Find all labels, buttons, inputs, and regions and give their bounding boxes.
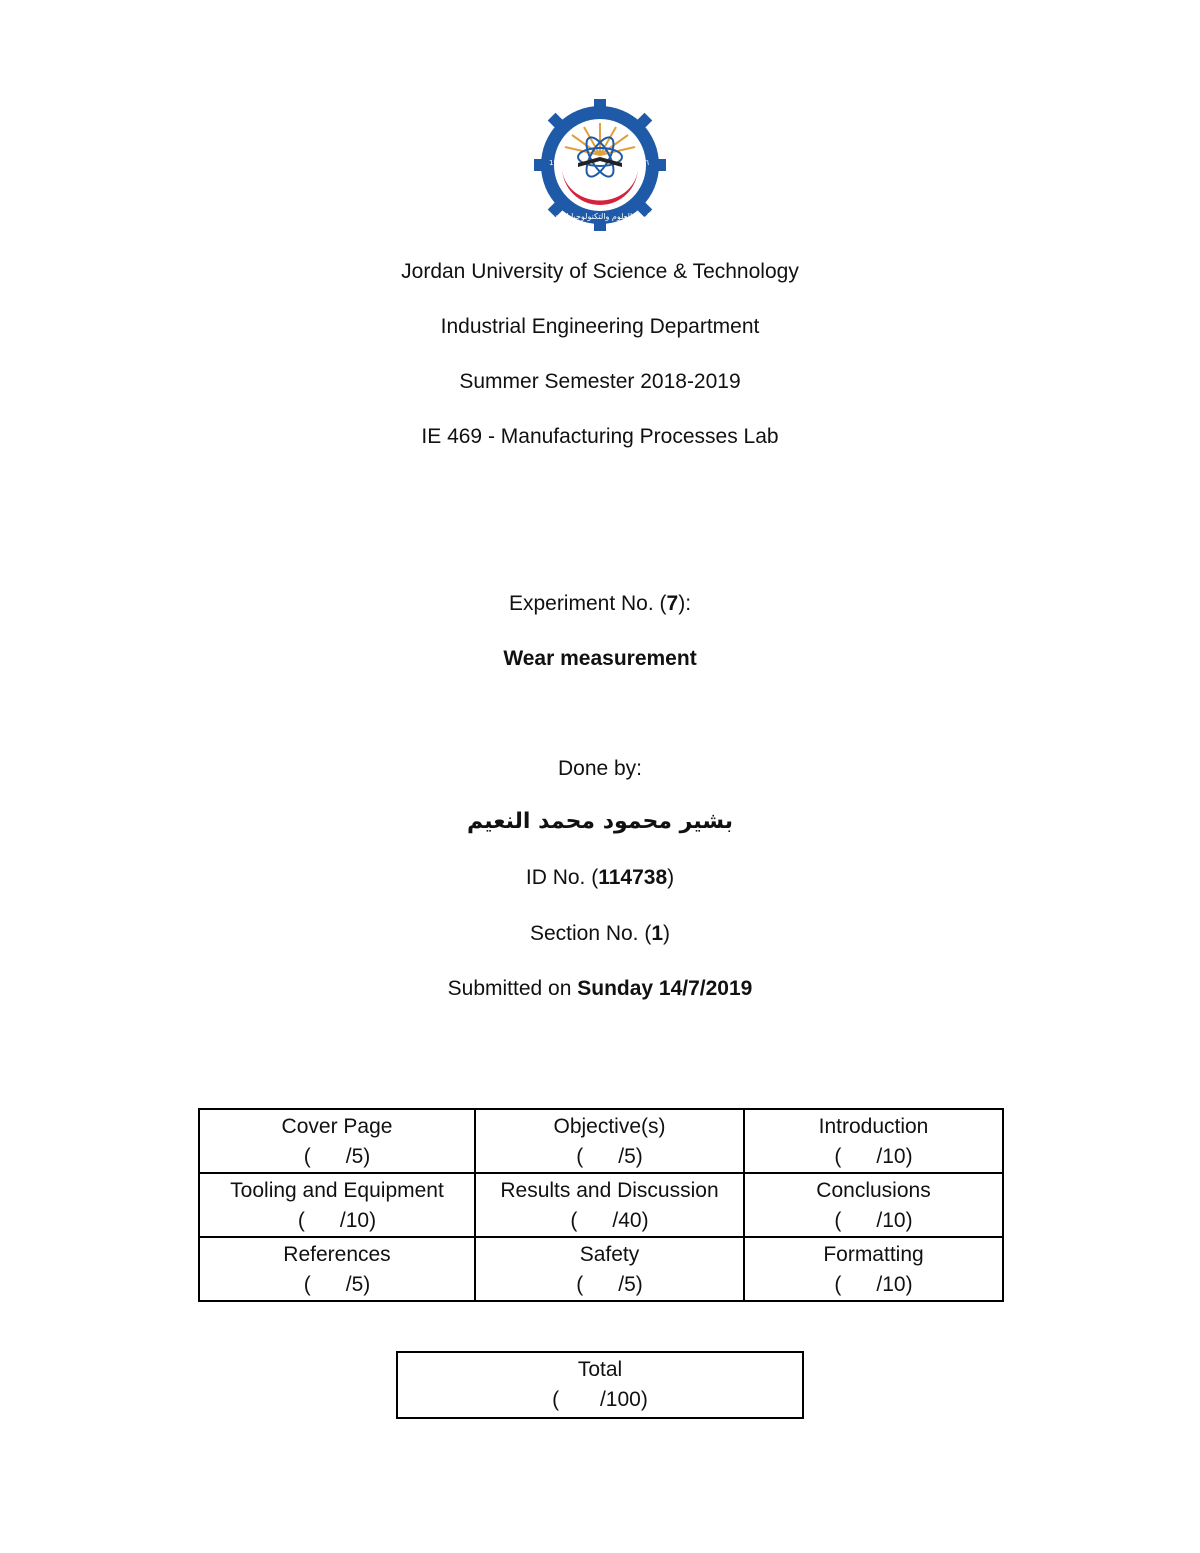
table-row (199, 1173, 1003, 1237)
university-name: Jordan University of Science & Technology (401, 260, 799, 283)
grade-score: ( /10) (834, 1209, 913, 1232)
grade-score: ( /5) (576, 1273, 643, 1296)
grade-score: ( /10) (834, 1145, 913, 1168)
grading-table (198, 1108, 1004, 1302)
author-name: بشير محمود محمد النعيم (467, 809, 733, 834)
done-by-label: Done by: (557, 757, 643, 780)
grade-cell (199, 1109, 475, 1173)
grade-score: ( /10) (834, 1273, 913, 1296)
grade-label: Cover Page (281, 1115, 393, 1138)
grade-score: ( /5) (303, 1273, 371, 1296)
total-score: ( /100) (552, 1388, 648, 1411)
grade-cell (199, 1237, 475, 1301)
university-logo (532, 97, 668, 233)
course-title: IE 469 - Manufacturing Processes Lab (421, 425, 779, 448)
department-name: Industrial Engineering Department (440, 315, 760, 338)
grade-cell (199, 1173, 475, 1237)
table-row (199, 1109, 1003, 1173)
grade-cell (475, 1237, 744, 1301)
grade-label: Results and Discussion (500, 1179, 719, 1202)
experiment-title: Wear measurement (503, 647, 697, 670)
grade-score: ( /5) (303, 1145, 371, 1168)
grade-cell (475, 1173, 744, 1237)
grade-label: Conclusions (816, 1179, 931, 1202)
grade-cell (744, 1237, 1003, 1301)
grade-score: ( /10) (297, 1209, 377, 1232)
grade-score: ( /5) (576, 1145, 643, 1168)
grade-score: ( /40) (570, 1209, 649, 1232)
grade-cell (475, 1109, 744, 1173)
grade-cell (744, 1109, 1003, 1173)
student-id: ID No. (114738) (525, 866, 675, 889)
grade-label: Safety (579, 1243, 640, 1266)
total-label: Total (577, 1358, 623, 1381)
grade-label: Formatting (823, 1243, 924, 1266)
grade-label: Tooling and Equipment (230, 1179, 444, 1202)
semester: Summer Semester 2018-2019 (459, 370, 741, 393)
grade-label: References (283, 1243, 391, 1266)
svg-text:1986: 1986 (549, 159, 567, 167)
svg-text:جامعة العلوم والتكنولوجيا الأر: جامعة العلوم والتكنولوجيا الأردنية (545, 212, 655, 221)
grade-label: Objective(s) (553, 1115, 666, 1138)
submission-date: Submitted on Sunday 14/7/2019 (447, 977, 753, 1000)
section-number: Section No. (1) (529, 922, 671, 945)
svg-text:١٩٨٦: ١٩٨٦ (634, 159, 650, 167)
grade-cell (744, 1173, 1003, 1237)
grade-label: Introduction (818, 1115, 929, 1138)
total-box (396, 1351, 804, 1419)
table-row (199, 1237, 1003, 1301)
experiment-number: Experiment No. (7): (508, 592, 692, 615)
